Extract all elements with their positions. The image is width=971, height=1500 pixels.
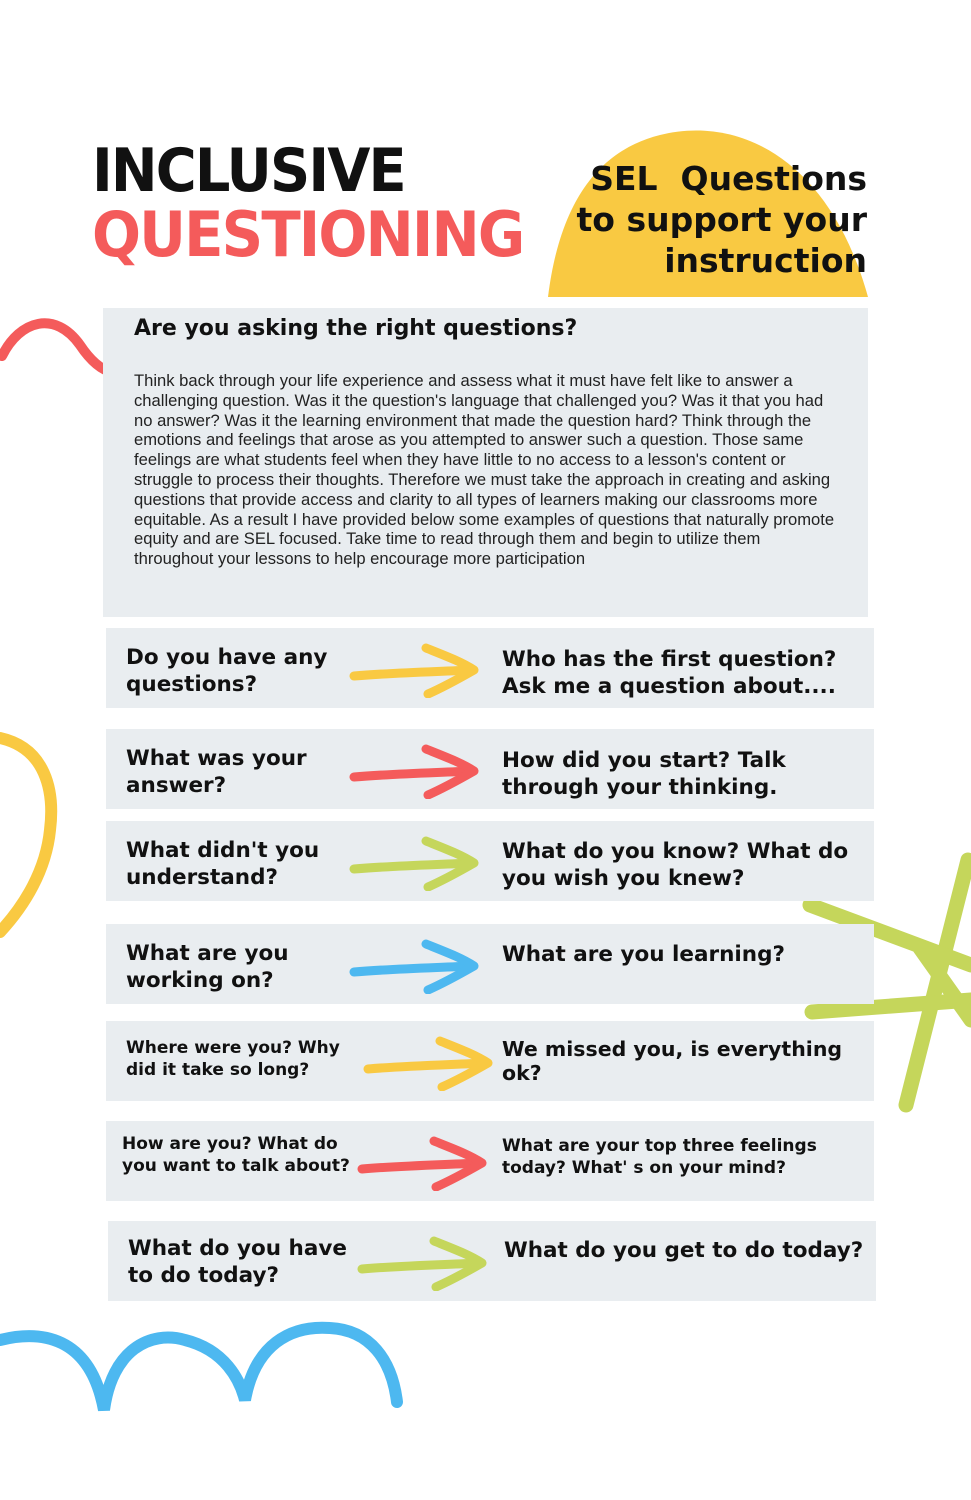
subtitle-line-3: instruction bbox=[664, 241, 867, 280]
arrow-icon bbox=[348, 835, 484, 891]
arrow-shaft bbox=[368, 1063, 486, 1069]
question-row bbox=[106, 1021, 874, 1101]
old-question: Where were you? Why did it take so long? bbox=[126, 1038, 340, 1080]
arrow-icon bbox=[348, 743, 484, 799]
new-question: What do you know? What do you wish you knew? bbox=[502, 839, 849, 891]
old-question: What was your answer? bbox=[126, 746, 307, 798]
intro-heading: Are you asking the right questions? bbox=[134, 316, 578, 341]
intro-body: Think back through your life experience and assess what it must have felt like to answer a challenging question. Was it the question's language that challenged you? Was it that you had no answer? Was it the learning environment that made the question hard? Think through the emotions and feelings that arose as you attempted to answer such a question. Those same feelings are what students feel when they have little to no access to a lesson's content or struggle to process their thoughts. Therefore we must take the approach in creating and asking questions that provide access and clarity to all types of learners making our classrooms more equitable. As a result I have provided below some examples of questions that naturally promote equity and are SEL focused. Take time to read through them and begin to utilize them throughout your lessons to help encourage more participation bbox=[134, 371, 835, 569]
old-question: How are you? What do you want to talk about? bbox=[122, 1134, 350, 1176]
question-row bbox=[106, 729, 874, 809]
question-row bbox=[106, 628, 874, 708]
arrow-shaft bbox=[354, 863, 472, 869]
question-row bbox=[108, 1221, 876, 1301]
arrow-icon bbox=[356, 1235, 492, 1291]
new-question: What are your top three feelings today? What' s on your mind? bbox=[502, 1136, 817, 1178]
subtitle-line-1: SEL Questions bbox=[590, 159, 867, 198]
question-row bbox=[106, 821, 874, 901]
subtitle bbox=[547, 158, 867, 281]
arrow-shaft bbox=[354, 670, 472, 676]
new-question: What do you get to do today? bbox=[504, 1238, 864, 1263]
arrow-icon bbox=[362, 1035, 498, 1091]
arrow-shaft bbox=[362, 1263, 480, 1269]
question-row bbox=[106, 924, 874, 1004]
arrow-shaft bbox=[354, 966, 472, 972]
arrow-icon bbox=[356, 1135, 492, 1191]
arrow-shaft bbox=[354, 771, 472, 777]
old-question: What do you have to do today? bbox=[128, 1236, 347, 1288]
new-question: What are you learning? bbox=[502, 942, 785, 967]
new-question: How did you start? Talk through your thinking. bbox=[502, 748, 786, 800]
old-question: What are you working on? bbox=[126, 941, 289, 993]
old-question: Do you have any questions? bbox=[126, 645, 328, 697]
question-row bbox=[106, 1121, 874, 1201]
old-question: What didn't you understand? bbox=[126, 838, 320, 890]
arrow-icon bbox=[348, 938, 484, 994]
new-question: Who has the first question? Ask me a question about.... bbox=[502, 647, 837, 699]
subtitle-line-2: to support your bbox=[576, 200, 867, 239]
title-line-2: QUESTIONING bbox=[92, 198, 524, 271]
new-question: We missed you, is everything ok? bbox=[502, 1037, 843, 1085]
arrow-icon bbox=[348, 642, 484, 698]
title-line-1: INCLUSIVE bbox=[92, 136, 405, 206]
arrow-shaft bbox=[362, 1163, 480, 1169]
